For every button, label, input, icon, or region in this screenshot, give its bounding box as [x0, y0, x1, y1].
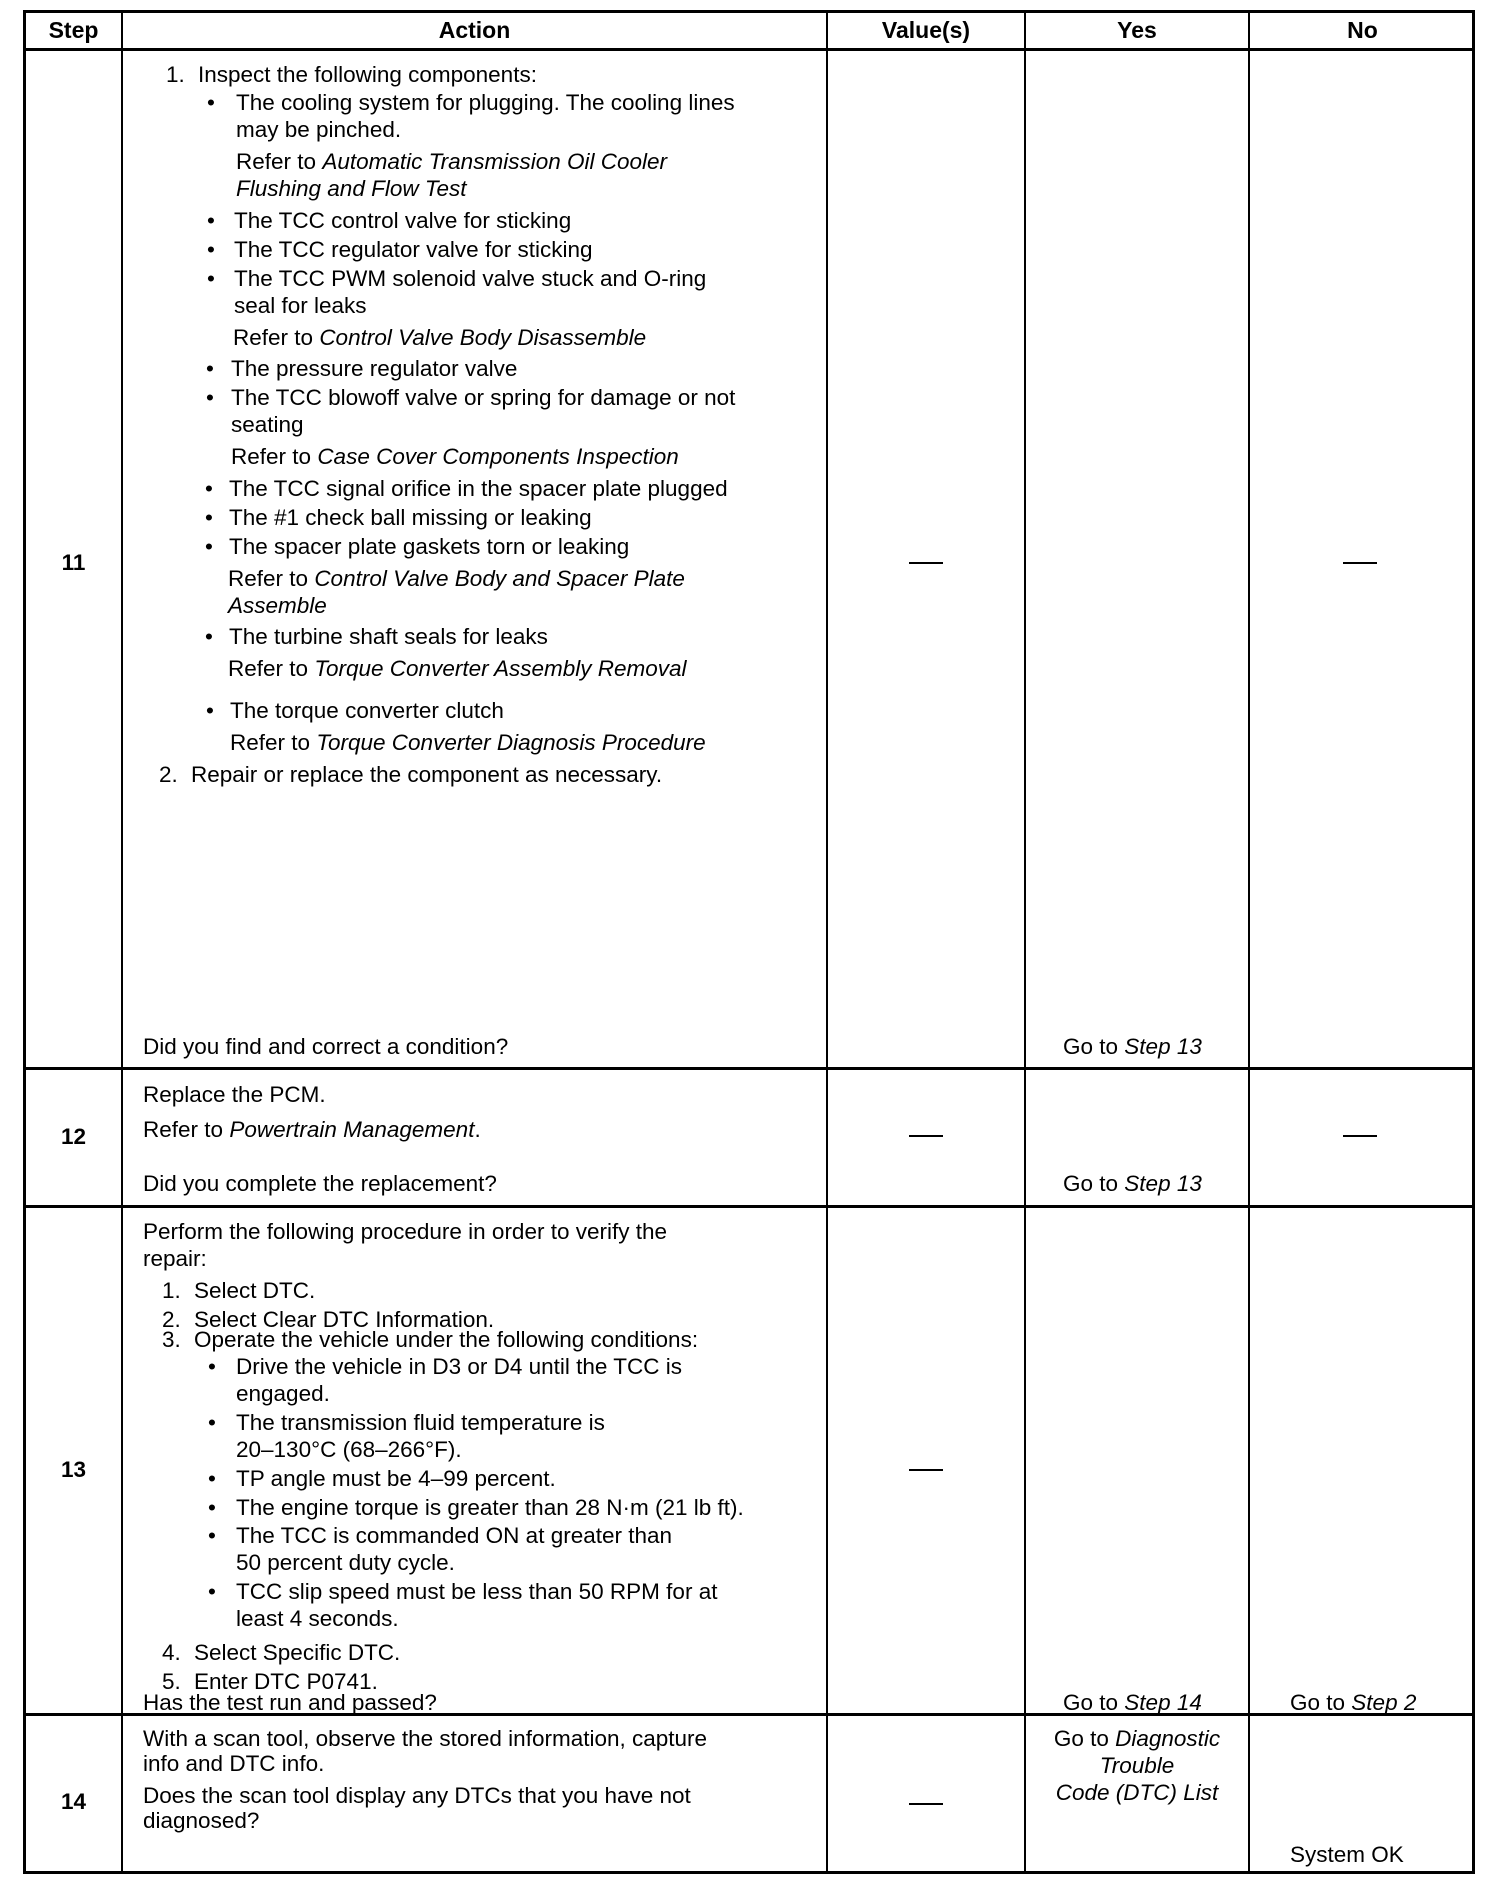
step-question: Did you complete the replacement? [143, 1171, 497, 1196]
column-divider [1024, 13, 1026, 1871]
action-line: Repair or replace the component as necessary. [191, 762, 663, 787]
action-line: The cooling system for plugging. The cooling lines [236, 90, 735, 115]
reference-link[interactable]: Flushing and Flow Test [236, 176, 467, 201]
column-divider [1248, 13, 1250, 1871]
action-line: The engine torque is greater than 28 N·m (21 lb ft). [236, 1495, 744, 1520]
bullet: • [208, 1495, 216, 1520]
row-divider [26, 1067, 1472, 1070]
action-line: The TCC signal orifice in the spacer plate plugged [229, 476, 728, 501]
dtc-list-link[interactable]: Trouble [1099, 1753, 1175, 1778]
action-line: seal for leaks [234, 293, 367, 318]
bullet: • [205, 534, 213, 559]
action-line: The #1 check ball missing or leaking [229, 505, 592, 530]
action-line: TP angle must be 4–99 percent. [236, 1466, 556, 1491]
action-line: Enter DTC P0741. [194, 1669, 378, 1694]
step-link[interactable]: Step 2 [1351, 1690, 1417, 1715]
bullet: • [205, 476, 213, 501]
reference-link[interactable]: Torque Converter Assembly Removal [314, 656, 687, 681]
value-dash [909, 562, 943, 564]
period: . [474, 1117, 481, 1142]
refer-to-text: Refer to [233, 325, 314, 350]
reference-link[interactable]: Control Valve Body Disassemble [319, 325, 647, 350]
action-line: The TCC regulator valve for sticking [234, 237, 593, 262]
step-number: 11 [61, 550, 86, 575]
action-line: The torque converter clutch [230, 698, 504, 723]
step-link[interactable]: Step 14 [1124, 1690, 1202, 1715]
list-number: 1. [162, 1278, 181, 1303]
action-line: Replace the PCM. [143, 1082, 326, 1107]
action-line: Select Specific DTC. [194, 1640, 401, 1665]
reference-link[interactable]: Control Valve Body and Spacer Plate [314, 566, 685, 591]
bullet: • [206, 356, 214, 381]
step-question: Did you find and correct a condition? [143, 1034, 509, 1059]
action-line: 20–130°C (68–266°F). [236, 1437, 462, 1462]
go-to-text: Go to [1063, 1034, 1119, 1059]
yes-action[interactable] [1063, 1689, 1202, 1716]
list-number: 1. [166, 62, 185, 87]
bullet: • [206, 385, 214, 410]
no-action: System OK [1290, 1842, 1404, 1867]
no-action[interactable] [1290, 1689, 1416, 1716]
reference-line [230, 729, 706, 756]
action-line: Select Clear DTC Information. [194, 1307, 495, 1332]
yes-action[interactable] [1063, 1033, 1202, 1060]
dtc-list-link[interactable]: Code (DTC) List [1055, 1780, 1219, 1805]
action-line: info and DTC info. [143, 1751, 325, 1776]
bullet: • [207, 237, 215, 262]
header-yes: Yes [1117, 17, 1157, 43]
action-line: least 4 seconds. [236, 1606, 399, 1631]
header-action: Action [438, 17, 511, 43]
bullet: • [208, 1466, 216, 1491]
bullet: • [208, 1410, 216, 1435]
yes-action[interactable] [1026, 1725, 1248, 1806]
list-number: 5. [162, 1669, 181, 1694]
diagnostic-table [23, 10, 1475, 1874]
reference-line [228, 655, 687, 682]
action-line: 50 percent duty cycle. [236, 1550, 455, 1575]
step-number: 12 [60, 1124, 87, 1149]
action-line: The TCC control valve for sticking [234, 208, 572, 233]
refer-to-text: Refer to [231, 444, 312, 469]
reference-line [143, 1116, 481, 1143]
bullet: • [208, 1354, 216, 1379]
action-line: The TCC is commanded ON at greater than [236, 1523, 673, 1548]
step-link[interactable]: Step 13 [1124, 1171, 1202, 1196]
value-dash [909, 1469, 943, 1471]
bullet: • [207, 90, 215, 115]
action-line: The pressure regulator valve [231, 356, 518, 381]
action-line: With a scan tool, observe the stored information, capture [143, 1726, 708, 1751]
reference-link[interactable]: Powertrain Management [229, 1117, 475, 1142]
reference-line [228, 565, 685, 592]
go-to-text: Go to [1053, 1726, 1109, 1751]
action-line: may be pinched. [236, 117, 402, 142]
refer-to-text: Refer to [230, 730, 311, 755]
no-dash [1343, 1135, 1377, 1137]
action-line: repair: [143, 1246, 207, 1271]
refer-to-text: Refer to [228, 656, 309, 681]
refer-to-text: Refer to [236, 149, 317, 174]
dtc-list-link[interactable]: Diagnostic [1115, 1726, 1221, 1751]
action-line: The TCC PWM solenoid valve stuck and O-ring [234, 266, 707, 291]
bullet: • [208, 1579, 216, 1604]
action-line: Drive the vehicle in D3 or D4 until the TCC is [236, 1354, 683, 1379]
bullet: • [206, 698, 214, 723]
go-to-text: Go to [1063, 1171, 1119, 1196]
bullet: • [207, 266, 215, 291]
action-line: The spacer plate gaskets torn or leaking [229, 534, 630, 559]
bullet: • [207, 208, 215, 233]
column-divider [826, 13, 828, 1871]
go-to-text: Go to [1290, 1690, 1346, 1715]
no-dash [1343, 562, 1377, 564]
step-question: Has the test run and passed? [143, 1690, 437, 1715]
reference-line [231, 443, 679, 470]
header-step: Step [48, 17, 99, 43]
step-question: diagnosed? [143, 1808, 260, 1833]
column-divider [121, 13, 123, 1871]
action-line: Operate the vehicle under the following conditions: [194, 1327, 699, 1352]
value-dash [909, 1135, 943, 1137]
action-line: seating [231, 412, 304, 437]
action-line: The transmission fluid temperature is [236, 1410, 605, 1435]
row-divider [26, 1205, 1472, 1208]
reference-line [233, 324, 646, 351]
reference-link[interactable]: Assemble [228, 593, 327, 618]
action-line: TCC slip speed must be less than 50 RPM for at [236, 1579, 718, 1604]
action-line: Inspect the following components: [198, 62, 537, 87]
list-number: 2. [159, 762, 178, 787]
value-dash [909, 1803, 943, 1805]
action-line: The turbine shaft seals for leaks [229, 624, 548, 649]
bullet: • [205, 624, 213, 649]
reference-link[interactable]: Automatic Transmission Oil Cooler [322, 149, 667, 174]
step-question: Does the scan tool display any DTCs that you have not [143, 1783, 691, 1808]
action-line: The TCC blowoff valve or spring for damage or not [231, 385, 736, 410]
header-values: Value(s) [881, 17, 971, 43]
step-number: 14 [60, 1789, 87, 1814]
list-number: 2. [162, 1307, 181, 1332]
reference-link[interactable]: Case Cover Components Inspection [317, 444, 679, 469]
go-to-text: Go to [1063, 1690, 1119, 1715]
reference-link[interactable]: Torque Converter Diagnosis Procedure [316, 730, 706, 755]
refer-to-text: Refer to [228, 566, 309, 591]
reference-line [236, 148, 667, 175]
action-line: engaged. [236, 1381, 330, 1406]
action-line: Perform the following procedure in order to verify the [143, 1219, 668, 1244]
refer-to-text: Refer to [143, 1117, 224, 1142]
list-number: 3. [162, 1327, 181, 1352]
bullet: • [205, 505, 213, 530]
step-number: 13 [60, 1457, 87, 1482]
header-no: No [1347, 17, 1378, 43]
step-link[interactable]: Step 13 [1124, 1034, 1202, 1059]
list-number: 4. [162, 1640, 181, 1665]
bullet: • [208, 1523, 216, 1548]
yes-action[interactable] [1063, 1170, 1202, 1197]
action-line: Select DTC. [194, 1278, 316, 1303]
